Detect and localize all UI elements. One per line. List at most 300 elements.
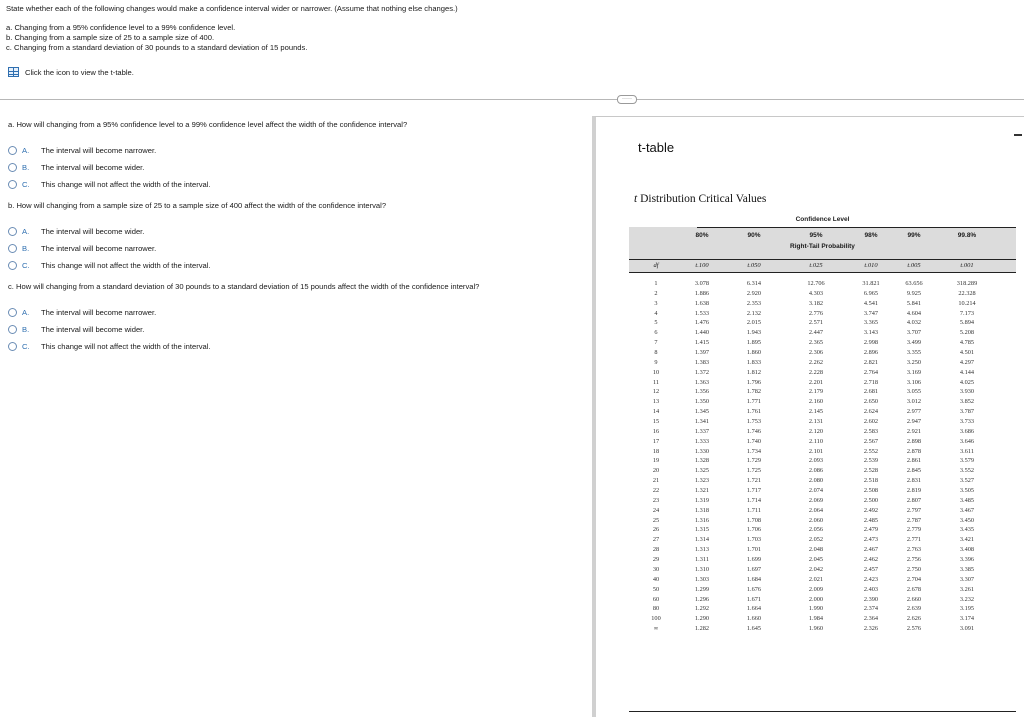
critical-value-cell: 2.000 [808, 595, 824, 603]
critical-value-cell: 2.763 [906, 546, 922, 554]
df-cell: 16 [652, 427, 660, 435]
critical-value-cell: 1.725 [746, 467, 762, 475]
critical-value-cell: 1.318 [694, 506, 710, 514]
critical-value-cell: 3.733 [959, 418, 975, 426]
critical-value-cell: 2.056 [808, 526, 824, 534]
critical-value-cell: 3.552 [959, 467, 975, 475]
radio-button[interactable] [8, 180, 17, 189]
critical-value-cell: 3.055 [906, 388, 922, 396]
critical-value-cell: 2.626 [906, 615, 922, 623]
table-row [629, 615, 1016, 625]
critical-value-cell: 1.313 [694, 546, 710, 554]
critical-value-cell: 2.552 [863, 447, 879, 455]
critical-value-cell: 2.660 [906, 595, 922, 603]
df-cell: 22 [652, 487, 660, 495]
critical-value-cell: 2.821 [863, 358, 879, 366]
table-row [629, 467, 1016, 477]
critical-value-cell: 1.717 [746, 487, 762, 495]
critical-value-cell: 3.450 [959, 516, 975, 524]
critical-value-cell: 2.831 [906, 477, 922, 485]
table-row [629, 300, 1016, 310]
critical-value-cell: 2.878 [906, 447, 922, 455]
critical-value-cell: 1.895 [746, 339, 762, 347]
table-icon[interactable] [8, 67, 19, 77]
critical-value-cell: 1.314 [694, 536, 710, 544]
critical-value-cell: 1.782 [746, 388, 762, 396]
critical-value-cell: 3.182 [808, 299, 824, 307]
critical-value-cell: 2.145 [808, 408, 824, 416]
critical-value-cell: 2.473 [863, 536, 879, 544]
critical-value-cell: 2.920 [746, 289, 762, 297]
critical-value-cell: 4.604 [906, 309, 922, 317]
critical-value-cell: 2.977 [906, 408, 922, 416]
critical-value-cell: 5.208 [959, 329, 975, 337]
confidence-level-col-3: 95% [809, 232, 823, 239]
part-a-option-c[interactable] [8, 176, 407, 193]
critical-value-cell: 2.457 [863, 565, 879, 573]
critical-value-cell: 2.262 [808, 358, 824, 366]
critical-value-cell: 1.734 [746, 447, 762, 455]
critical-value-cell: 2.787 [906, 516, 922, 524]
critical-value-cell: 2.042 [808, 565, 824, 573]
critical-value-cell: 2.947 [906, 418, 922, 426]
critical-value-cell: 2.364 [863, 615, 879, 623]
option-text: The interval will become wider. [41, 163, 145, 172]
option-text: This change will not affect the width of the interval. [41, 342, 211, 351]
critical-value-cell: 3.467 [959, 506, 975, 514]
table-row [629, 408, 1016, 418]
question-item-a: a. Changing from a 95% confidence level to a 99% confidence level. [6, 23, 236, 32]
option-letter: B. [22, 244, 30, 253]
table-body [629, 280, 1016, 635]
critical-value-cell: 2.756 [906, 556, 922, 564]
table-row [629, 398, 1016, 408]
column-header-4: t.010 [864, 262, 878, 269]
table-row [629, 586, 1016, 596]
critical-value-cell: 1.664 [746, 605, 762, 613]
table-row [629, 280, 1016, 290]
critical-value-cell: 2.048 [808, 546, 824, 554]
option-letter: B. [22, 163, 30, 172]
df-cell: 28 [652, 546, 660, 554]
critical-value-cell: 3.012 [906, 398, 922, 406]
critical-value-cell: 1.706 [746, 526, 762, 534]
critical-value-cell: 1.886 [694, 289, 710, 297]
critical-value-cell: 3.195 [959, 605, 975, 613]
critical-value-cell: 3.169 [906, 368, 922, 376]
part-b-option-b[interactable] [8, 240, 386, 257]
critical-value-cell: 3.232 [959, 595, 975, 603]
question-header [6, 4, 586, 53]
df-cell: 100 [651, 615, 661, 623]
critical-value-cell: 1.697 [746, 565, 762, 573]
column-header-3: t.025 [809, 262, 823, 269]
critical-value-cell: 2.718 [863, 378, 879, 386]
view-t-table-label[interactable]: Click the icon to view the t-table. [25, 67, 134, 77]
critical-value-cell: 3.106 [906, 378, 922, 386]
critical-value-cell: 1.671 [746, 595, 762, 603]
table-row [629, 310, 1016, 320]
confidence-level-col-6: 99.8% [957, 232, 977, 239]
df-cell: 24 [652, 506, 660, 514]
critical-value-cell: 2.921 [906, 427, 922, 435]
table-row [629, 566, 1016, 576]
option-text: The interval will become narrower. [41, 244, 157, 253]
part-a-option-a[interactable] [8, 142, 407, 159]
option-text: The interval will become narrower. [41, 146, 157, 155]
critical-value-cell: 2.365 [808, 339, 824, 347]
critical-value-cell: 4.025 [959, 378, 975, 386]
critical-value-cell: 1.363 [694, 378, 710, 386]
table-title [634, 193, 766, 205]
critical-value-cell: 1.315 [694, 526, 710, 534]
critical-value-cell: 1.316 [694, 516, 710, 524]
critical-value-cell: 1.415 [694, 339, 710, 347]
critical-value-cell: 2.571 [808, 319, 824, 327]
table-row [629, 487, 1016, 497]
critical-value-cell: 1.729 [746, 457, 762, 465]
df-cell: ∞ [653, 625, 659, 633]
df-cell: 40 [652, 575, 660, 583]
part-c-option-c[interactable] [8, 338, 479, 355]
table-row [629, 329, 1016, 339]
critical-value-cell: 1.684 [746, 575, 762, 583]
divider-handle[interactable]: ····· [617, 95, 637, 104]
critical-value-cell: 2.326 [863, 625, 879, 633]
critical-value-cell: 3.485 [959, 496, 975, 504]
critical-value-cell: 2.179 [808, 388, 824, 396]
table-row [629, 596, 1016, 606]
critical-value-cell: 6.965 [863, 289, 879, 297]
table-row [629, 359, 1016, 369]
critical-value-cell: 2.500 [863, 496, 879, 504]
critical-value-cell: 2.779 [906, 526, 922, 534]
critical-value-cell: 3.579 [959, 457, 975, 465]
table-row [629, 319, 1016, 329]
critical-value-cell: 2.771 [906, 536, 922, 544]
critical-value-cell: 3.930 [959, 388, 975, 396]
critical-value-cell: 3.421 [959, 536, 975, 544]
table-row [629, 339, 1016, 349]
critical-value-cell: 1.350 [694, 398, 710, 406]
critical-value-cell: 2.132 [746, 309, 762, 317]
question-item-b: b. Changing from a sample size of 25 to a sample size of 400. [6, 33, 215, 42]
critical-value-cell: 2.110 [809, 437, 823, 445]
critical-value-cell: 2.576 [906, 625, 922, 633]
df-cell: 25 [652, 516, 660, 524]
critical-value-cell: 1.812 [746, 368, 762, 376]
df-header: df [653, 262, 659, 269]
critical-value-cell: 1.356 [694, 388, 710, 396]
critical-value-cell: 2.845 [906, 467, 922, 475]
critical-value-cell: 1.319 [694, 496, 710, 504]
critical-value-cell: 4.541 [863, 299, 879, 307]
critical-value-cell: 1.440 [694, 329, 710, 337]
critical-value-cell: 2.508 [863, 487, 879, 495]
option-text: The interval will become narrower. [41, 308, 157, 317]
part-a [8, 120, 407, 193]
critical-value-cell: 1.311 [695, 556, 709, 564]
df-cell: 4 [654, 309, 658, 317]
critical-value-cell: 2.602 [863, 418, 879, 426]
critical-value-cell: 1.860 [746, 349, 762, 357]
radio-button[interactable] [8, 244, 17, 253]
critical-value-cell: 1.721 [746, 477, 762, 485]
critical-value-cell: 5.841 [906, 299, 922, 307]
radio-button[interactable] [8, 342, 17, 351]
critical-value-cell: 1.299 [694, 585, 710, 593]
critical-value-cell: 2.009 [808, 585, 824, 593]
df-cell: 30 [652, 565, 660, 573]
part-a-option-b[interactable] [8, 159, 407, 176]
critical-value-cell: 1.740 [746, 437, 762, 445]
part-c-option-a[interactable] [8, 304, 479, 321]
critical-value-cell: 2.797 [906, 506, 922, 514]
table-title-t: t [634, 193, 638, 205]
critical-value-cell: 1.345 [694, 408, 710, 416]
table-row [629, 497, 1016, 507]
critical-value-cell: 1.296 [694, 595, 710, 603]
radio-button[interactable] [8, 163, 17, 172]
critical-value-cell: 3.787 [959, 408, 975, 416]
critical-value-cell: 3.355 [906, 349, 922, 357]
critical-value-cell: 2.819 [906, 487, 922, 495]
critical-value-cell: 2.064 [808, 506, 824, 514]
table-row [629, 388, 1016, 398]
df-cell: 29 [652, 556, 660, 564]
critical-value-cell: 2.704 [906, 575, 922, 583]
confidence-level-col-4: 98% [864, 232, 878, 239]
column-header-5: t.005 [907, 262, 921, 269]
df-cell: 10 [652, 368, 660, 376]
critical-value-cell: 1.383 [694, 358, 710, 366]
part-c-option-b[interactable] [8, 321, 479, 338]
question-item-c: c. Changing from a standard deviation of 30 pounds to a standard deviation of 15 pounds. [6, 43, 308, 52]
critical-value-cell: 2.060 [808, 516, 824, 524]
df-cell: 12 [652, 388, 660, 396]
option-letter: A. [22, 308, 30, 317]
critical-value-cell: 1.330 [694, 447, 710, 455]
critical-value-cell: 2.998 [863, 339, 879, 347]
critical-value-cell: 2.583 [863, 427, 879, 435]
critical-value-cell: 10.214 [958, 299, 976, 307]
radio-button[interactable] [8, 261, 17, 270]
table-row [629, 517, 1016, 527]
option-letter: C. [22, 261, 30, 270]
confidence-level-col-5: 99% [907, 232, 921, 239]
critical-value-cell: 1.310 [694, 565, 710, 573]
critical-value-cell: 2.069 [808, 496, 824, 504]
critical-value-cell: 1.771 [746, 398, 762, 406]
question-intro: State whether each of the following changes would make a confidence interval wider or narrower. (Assume that nothing else changes.) [6, 4, 458, 13]
critical-value-cell: 1.290 [694, 615, 710, 623]
critical-value-cell: 3.707 [906, 329, 922, 337]
critical-value-cell: 3.396 [959, 556, 975, 564]
critical-value-cell: 1.746 [746, 427, 762, 435]
option-letter: C. [22, 180, 30, 189]
df-cell: 50 [652, 585, 660, 593]
option-letter: A. [22, 227, 30, 236]
column-header-6: t.001 [960, 262, 974, 269]
table-row [629, 526, 1016, 536]
critical-value-cell: 2.807 [906, 496, 922, 504]
critical-value-cell: 2.423 [863, 575, 879, 583]
view-t-table-link[interactable] [8, 67, 134, 77]
critical-value-cell: 1.476 [694, 319, 710, 327]
df-cell: 27 [652, 536, 660, 544]
critical-value-cell: 3.091 [959, 625, 975, 633]
df-cell: 5 [654, 319, 658, 327]
panel-divider [0, 99, 1024, 100]
table-row [629, 457, 1016, 467]
critical-value-cell: 2.528 [863, 467, 879, 475]
critical-value-cell: 2.462 [863, 556, 879, 564]
critical-value-cell: 1.703 [746, 536, 762, 544]
critical-value-cell: 3.852 [959, 398, 975, 406]
critical-value-cell: 1.333 [694, 437, 710, 445]
table-row [629, 507, 1016, 517]
df-cell: 14 [652, 408, 660, 416]
df-cell: 11 [652, 378, 660, 386]
critical-value-cell: 1.708 [746, 516, 762, 524]
critical-value-cell: 22.328 [958, 289, 976, 297]
minimize-icon[interactable] [1014, 134, 1022, 136]
critical-value-cell: 3.499 [906, 339, 922, 347]
part-b-question: b. How will changing from a sample size of 25 to a sample size of 400 affect the width of the confidence interval? [8, 201, 387, 210]
table-row [629, 605, 1016, 615]
critical-value-cell: 2.764 [863, 368, 879, 376]
critical-value-cell: 2.021 [808, 575, 824, 583]
table-row [629, 576, 1016, 586]
critical-value-cell: 2.447 [808, 329, 824, 337]
table-row [629, 477, 1016, 487]
critical-value-cell: 3.078 [694, 280, 710, 287]
critical-value-cell: 2.120 [808, 427, 824, 435]
option-letter: C. [22, 342, 30, 351]
option-letter: A. [22, 146, 30, 155]
part-b-option-a[interactable] [8, 223, 386, 240]
table-title-text: Distribution Critical Values [637, 193, 767, 205]
critical-value-cell: 2.750 [906, 565, 922, 573]
critical-value-cell: 1.397 [694, 349, 710, 357]
radio-button[interactable] [8, 227, 17, 236]
df-cell: 18 [652, 447, 660, 455]
option-text: The interval will become wider. [41, 325, 145, 334]
critical-value-cell: 3.307 [959, 575, 975, 583]
critical-value-cell: 2.485 [863, 516, 879, 524]
critical-value-cell: 1.984 [808, 615, 824, 623]
table-row [629, 536, 1016, 546]
critical-value-cell: 2.624 [863, 408, 879, 416]
critical-value-cell: 31.821 [862, 280, 880, 287]
df-cell: 60 [652, 595, 660, 603]
critical-value-cell: 7.173 [959, 309, 975, 317]
critical-value-cell: 1.960 [808, 625, 824, 633]
critical-value-cell: 3.611 [960, 447, 974, 455]
df-cell: 21 [652, 477, 660, 485]
critical-value-cell: 3.527 [959, 477, 975, 485]
radio-button[interactable] [8, 325, 17, 334]
critical-value-cell: 6.314 [746, 280, 762, 287]
critical-value-cell: 318.289 [956, 280, 978, 287]
critical-value-cell: 12.706 [807, 280, 825, 287]
critical-value-cell: 1.761 [746, 408, 762, 416]
df-cell: 80 [652, 605, 660, 613]
critical-value-cell: 1.990 [808, 605, 824, 613]
critical-value-cell: 1.699 [746, 556, 762, 564]
critical-value-cell: 1.328 [694, 457, 710, 465]
critical-value-cell: 1.701 [746, 546, 762, 554]
df-cell: 20 [652, 467, 660, 475]
critical-value-cell: 4.501 [959, 349, 975, 357]
critical-value-cell: 4.297 [959, 358, 975, 366]
critical-value-cell: 1.321 [694, 487, 710, 495]
critical-value-cell: 1.796 [746, 378, 762, 386]
column-header-1: t.100 [695, 262, 709, 269]
table-row [629, 438, 1016, 448]
critical-value-cell: 2.131 [808, 418, 824, 426]
radio-button[interactable] [8, 308, 17, 317]
confidence-level-col-1: 80% [695, 232, 709, 239]
critical-value-cell: 1.325 [694, 467, 710, 475]
critical-value-cell: 2.306 [808, 349, 824, 357]
critical-value-cell: 2.201 [808, 378, 824, 386]
table-row [629, 418, 1016, 428]
df-cell: 19 [652, 457, 660, 465]
critical-value-cell: 2.898 [906, 437, 922, 445]
critical-value-cell: 3.646 [959, 437, 975, 445]
critical-value-cell: 2.015 [746, 319, 762, 327]
df-cell: 13 [652, 398, 660, 406]
radio-button[interactable] [8, 146, 17, 155]
table-row [629, 448, 1016, 458]
critical-value-cell: 2.861 [906, 457, 922, 465]
table-row [629, 428, 1016, 438]
critical-value-cell: 2.353 [746, 299, 762, 307]
critical-value-cell: 3.365 [863, 319, 879, 327]
table-row [629, 369, 1016, 379]
critical-value-cell: 2.052 [808, 536, 824, 544]
critical-value-cell: 3.385 [959, 565, 975, 573]
critical-value-cell: 1.711 [747, 506, 761, 514]
critical-value-cell: 3.143 [863, 329, 879, 337]
critical-value-cell: 4.785 [959, 339, 975, 347]
critical-value-cell: 1.282 [694, 625, 710, 633]
critical-value-cell: 2.467 [863, 546, 879, 554]
df-cell: 6 [654, 329, 658, 337]
critical-value-cell: 1.943 [746, 329, 762, 337]
critical-value-cell: 2.101 [808, 447, 824, 455]
part-b-option-c[interactable] [8, 257, 386, 274]
df-cell: 23 [652, 496, 660, 504]
critical-value-cell: 2.403 [863, 585, 879, 593]
critical-value-cell: 2.567 [863, 437, 879, 445]
critical-value-cell: 2.045 [808, 556, 824, 564]
table-row [629, 546, 1016, 556]
option-letter: B. [22, 325, 30, 334]
critical-value-cell: 2.080 [808, 477, 824, 485]
critical-value-cell: 1.533 [694, 309, 710, 317]
table-row [629, 556, 1016, 566]
critical-value-cell: 2.228 [808, 368, 824, 376]
critical-value-cell: 2.539 [863, 457, 879, 465]
critical-value-cell: 3.747 [863, 309, 879, 317]
critical-value-cell: 1.638 [694, 299, 710, 307]
popup-title: t-table [638, 140, 675, 155]
part-b [8, 201, 386, 274]
column-header-2: t.050 [747, 262, 761, 269]
df-cell: 26 [652, 526, 660, 534]
